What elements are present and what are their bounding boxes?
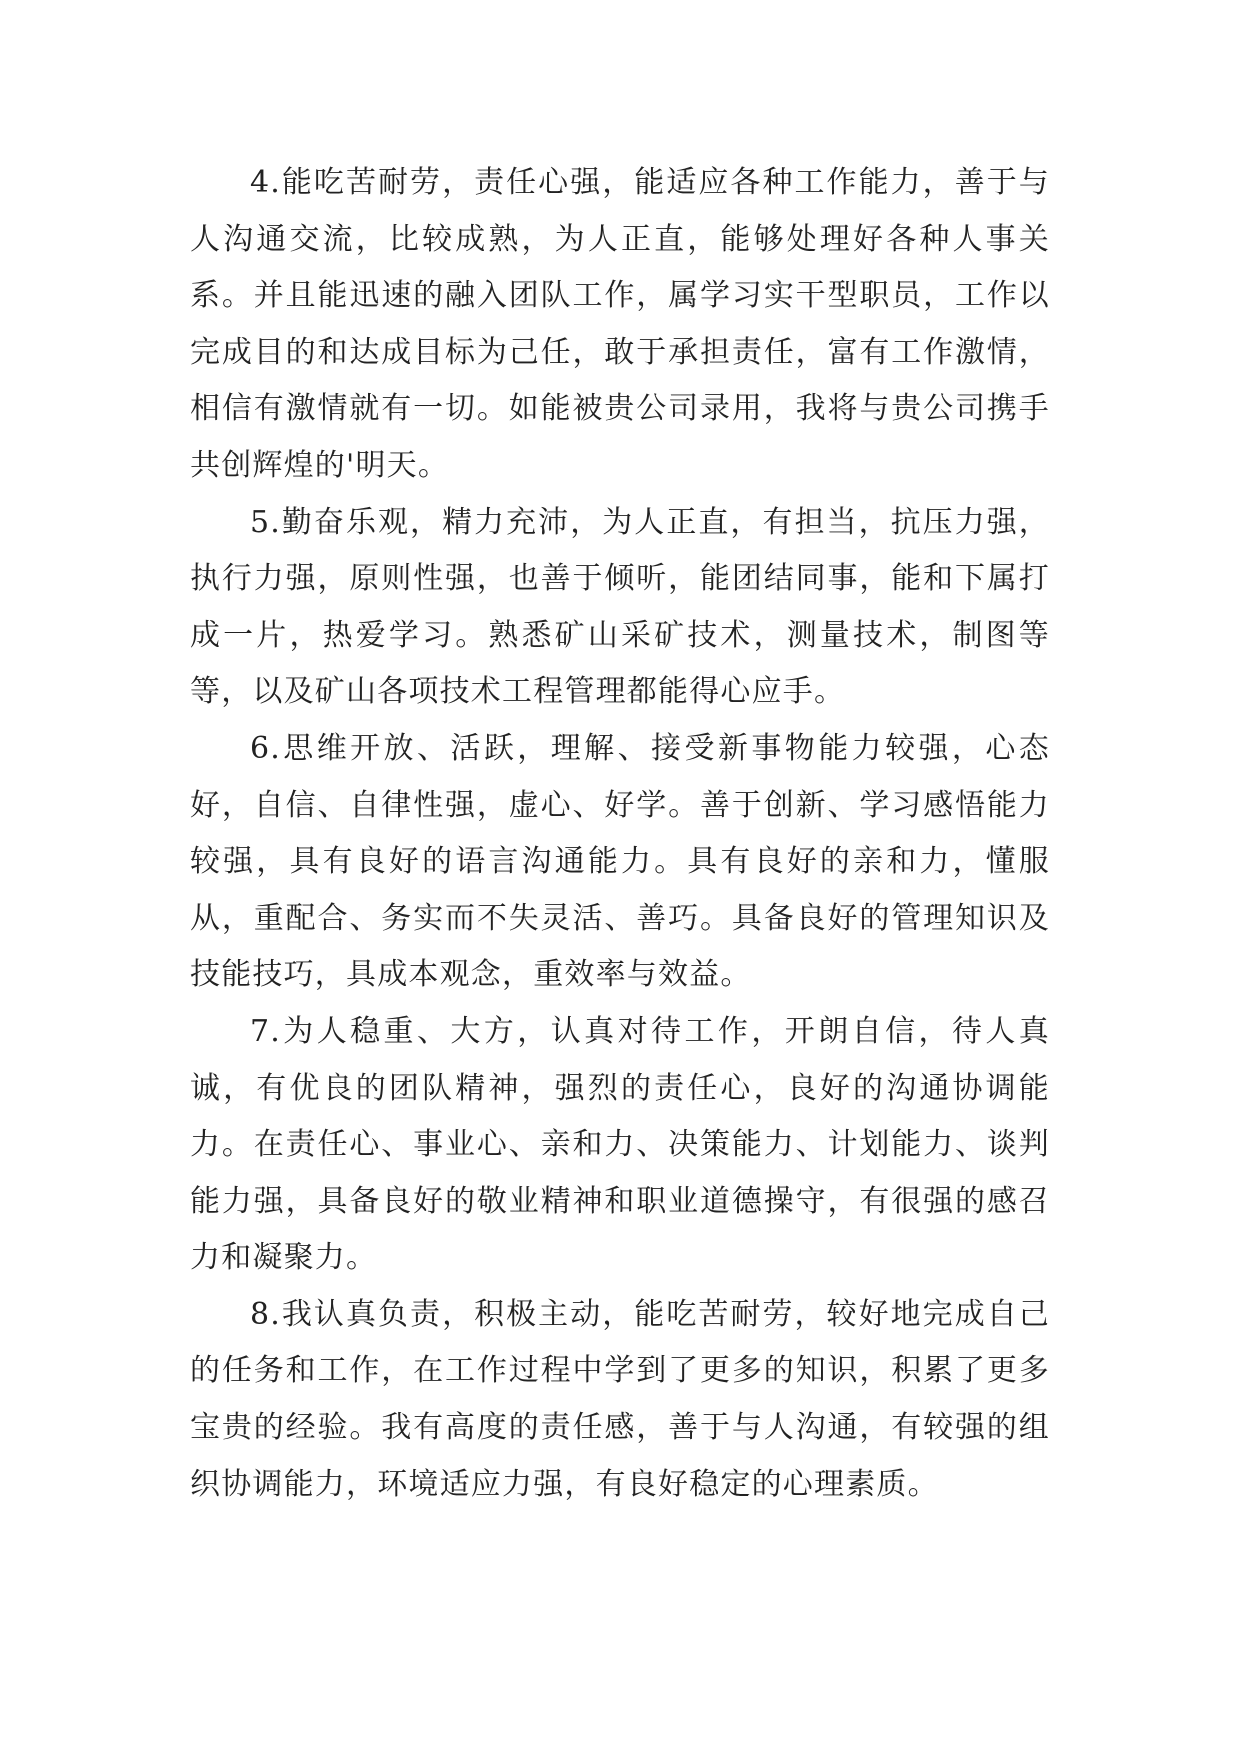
paragraph-6: 6.思维开放、活跃，理解、接受新事物能力较强，心态好，自信、自律性强，虚心、好学。善于创新、学习感悟能力较强，具有良好的语言沟通能力。具有良好的亲和力，懂服从，重配合、务实而不失灵活、善巧。具备良好的管理知识及技能技巧，具成本观念，重效率与效益。 <box>190 730 1050 993</box>
paragraph-7: 7.为人稳重、大方，认真对待工作，开朗自信，待人真诚，有优良的团队精神，强烈的责任心，良好的沟通协调能力。在责任心、事业心、亲和力、决策能力、计划能力、谈判能力强，具备良好的敬业精神和职业道德操守，有很强的感召力和凝聚力。 <box>190 1013 1050 1276</box>
paragraph-4: 4.能吃苦耐劳，责任心强，能适应各种工作能力，善于与人沟通交流，比较成熟，为人正直，能够处理好各种人事关系。并且能迅速的融入团队工作，属学习实干型职员，工作以完成目的和达成目标为己任，敢于承担责任，富有工作激情，相信有激情就有一切。如能被贵公司录用，我将与贵公司携手共创辉煌的'明天。 <box>190 165 1050 483</box>
paragraph-8: 8.我认真负责，积极主动，能吃苦耐劳，较好地完成自己的任务和工作，在工作过程中学到了更多的知识，积累了更多宝贵的经验。我有高度的责任感，善于与人沟通，有较强的组织协调能力，环境适应力强，有良好稳定的心理素质。 <box>190 1296 1050 1502</box>
document-body <box>190 155 1050 1513</box>
paragraph-5: 5.勤奋乐观，精力充沛，为人正直，有担当，抗压力强，执行力强，原则性强，也善于倾听，能团结同事，能和下属打成一片，热爱学习。熟悉矿山采矿技术，测量技术，制图等等，以及矿山各项技术工程管理都能得心应手。 <box>190 504 1050 710</box>
